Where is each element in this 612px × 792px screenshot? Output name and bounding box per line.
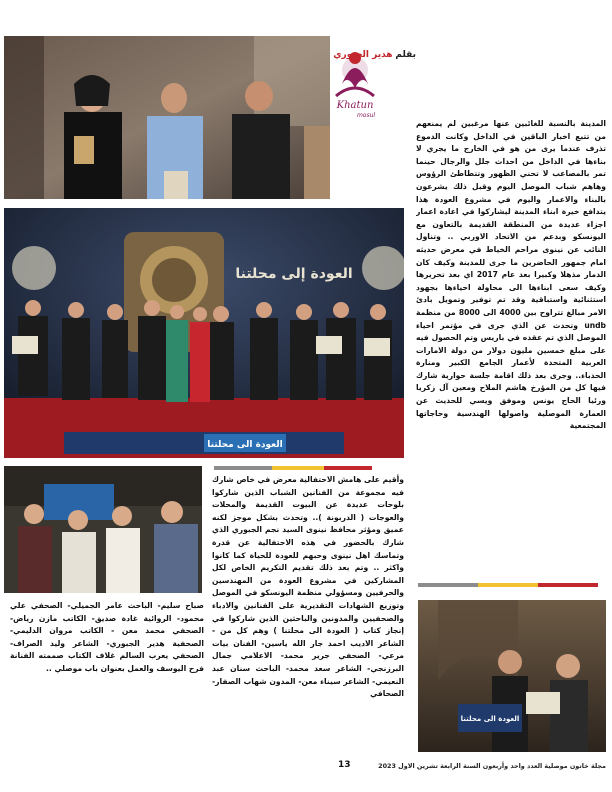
photo-officials — [4, 36, 330, 199]
stage-backdrop-text: العودة إلى محلتنا — [235, 266, 353, 282]
page-number: 13 — [338, 760, 351, 770]
article-column-middle — [212, 474, 404, 758]
photo-stage-group — [4, 208, 404, 458]
byline-author: هدير الجبوري — [333, 50, 393, 60]
logo-sub: mosul — [356, 112, 376, 119]
article-text-left: صباح سليم- الباحث عامر الجميلي- الصحفي علي محمود- الروائية غادة صديق- الكاتب مازن رياض- الصحفي محمد معن - الكاتب مروان الدليمي- الصحفية هدير الجبوري- الشاعر وليد الصراف- الصحفي يعرب السالم غلاف الكتاب صممته الفنانة فرح اليوسف والعمل بعنوان باب موصلي .. — [10, 601, 204, 673]
article-text-middle: وأقيم على هامش الاحتفالية معرض في خاص شارك فيه مجموعة من الفنانين الشباب الذين شاركوا بلوحات عديدة عن البيوت القديمة والمحلات والعوجات ( الدربونة ).. وتحدث بشكل موجز لكنه عميق ومؤثر محافظ نينوى السيد نجم الجبوري الذي شارك بالحضور في هذه الاحتفالية عن قدرة وتماسك اهل نينوى وحبهم للعودة للحياة كما كانوا واكثر .. وتم بعد ذلك تقديم التكريم الخاص لكل المشاركين في مشروع العودة من المهندسين والحرفيين ومسؤولي منظمة اليونسكو في الموصل وتوزيع الشهادات التقديرية على الفنانين والادباء والصحفيين والمدونين والباحثين الذين شاركوا في إنجاز كتاب ( العودة الى محلتنا ) وهم كل من - الشاعر الاديب احمد جار الله ياسين- الفنان بيات مرعي- الصحفي جرير محمد- الاعلامي جمال البرزنجي- الشاعر سعد محمد- الباحث سنان عبد النعيمي- الشاعر سيناء معن- المدون شهاب الصفار- الصحافي — [212, 475, 404, 699]
byline — [333, 50, 416, 60]
photo-audience — [4, 466, 202, 593]
article-column-left — [10, 600, 204, 760]
stage-banner-text: العودة الى محلتنا — [207, 440, 283, 450]
photo-certificate — [418, 600, 606, 752]
article-column-right — [416, 118, 606, 582]
article-text-right: المدينة بالنسبة للغائبين عنها مرغبين لم يمنعهم من تتبع اخبار الباقين في الداخل وكانت الدموع تذرف عندما يرى من هو في الخارج ما يجري لا بناءها في الداخل من احداث جلل والرجال حينما تمر بالمصاعب لا تحني الظهور وتتطاطئ الرؤوس وهاهم شباب الموصل اليوم وقبل ذلك يشرعون بالبناء والاعمار واليوم في مشروع العودة هذا يتدافع خيرة ابناء المدينة ليشاركوا في اعادة اعمار اجزاء عديدة من المنطقة القديمة بالتعاون مع اليونسكو وبدعم من الاتحاد الاوربي .. وتناول النائب عن نينوى مراحم الخياط في معرض حديثه امام جمهور الحاضرين ما جرى للمدينة وكيف كان الدمار مذهلا وكبيرا بعد عام 2017 اي بعد تحريرها وكيف سعى ابناءها الى محاولة احياءها بجهود استثنائية واستباقية وقد تم توفير وتمويل بادئ الامر مبالغ تتراوح بين 4000 الى 8000 من منظمة undb وتحدث عن الذي جرى في مؤتمر احياء الموصل الذي تم عقده في باريس وتم الحصول فيه على مبلغ خمسين مليون دولار من دولة الامارات العربية المتحدة لأعمار الجامع الكبير ومنارة الحدباء.. وجرى بعد ذلك اقامة جلسة حوارية شارك فيها كل من المؤرخ هاشم الملاح ومعين آل زكريا ورئيا الحاج يونس وموفق ويسي للحديث عن العمارة الموصلية واصولها الهندسية وحاجاتها المجتمعية — [416, 119, 606, 431]
bottom-banner-text: العودة الى محلتنا — [460, 715, 520, 723]
footer-issue: مجلة خاتون موصلية العدد واحد وأربعون السنة الرابعة تشرين الاول 2023 — [378, 762, 606, 770]
logo-brand: Khatun — [336, 100, 374, 111]
byline-label: بقلم — [395, 50, 416, 60]
